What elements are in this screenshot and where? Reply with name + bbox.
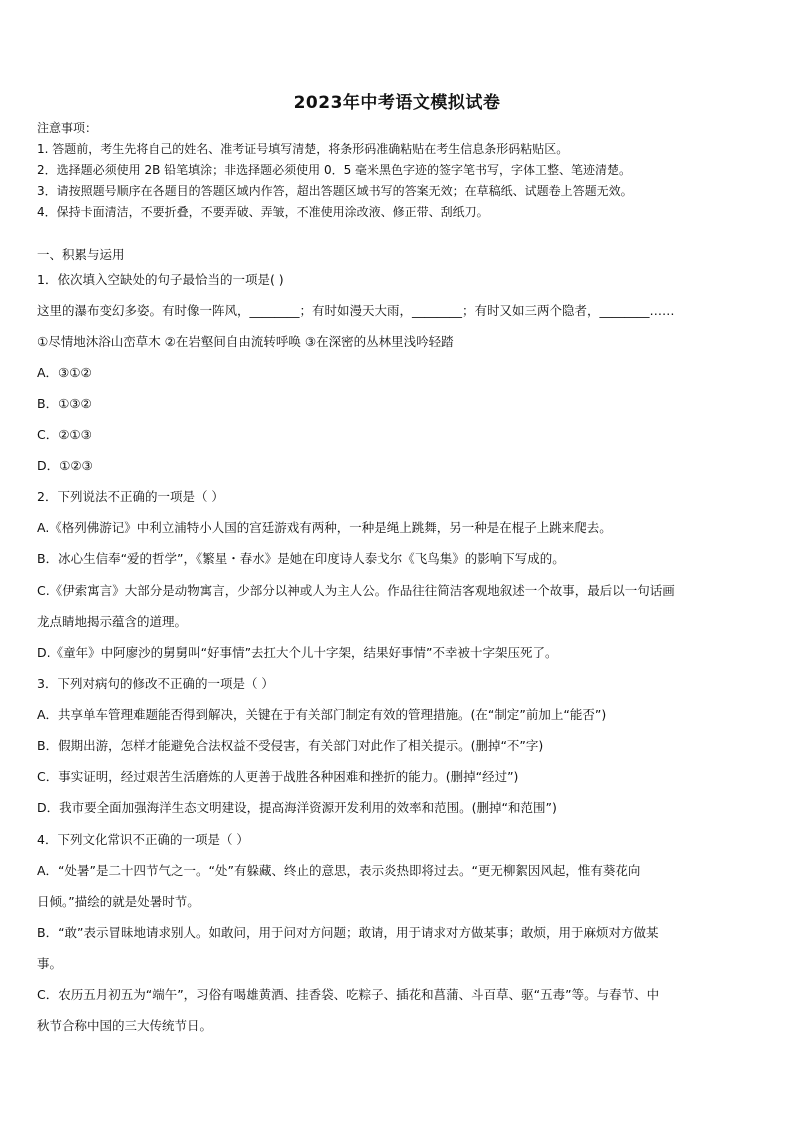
q1-choice-d: D．①②③ xyxy=(37,458,93,473)
q1-choice-a: A．③①② xyxy=(37,365,92,380)
q1-options: ①尽情地沐浴山峦草木 ②在岩壑间自由流转呼唤 ③在深密的丛林里浅吟轻踏 xyxy=(37,334,454,349)
section-heading: 一、积累与运用 xyxy=(37,247,125,262)
notice-item-1: 1. 答题前，考生先将自己的姓名、准考证号填写清楚，将条形码准确粘贴在考生信息条形码粘贴区。 xyxy=(37,142,569,156)
q2-choice-c-line2: 龙点睛地揭示蕴含的道理。 xyxy=(37,614,188,629)
notice-item-2: 2．选择题必须使用 2B 铅笔填涂；非选择题必须使用 0．5 毫米黑色字迹的签字笔书写，字体工整、笔迹清楚。 xyxy=(37,163,632,177)
q4-choice-b-line1: B．“敢”表示冒昧地请求别人。如敢问，用于问对方问题；敢请，用于请求对方做某事；敢烦，用于麻烦对方做某 xyxy=(37,925,659,940)
notice-heading: 注意事项： xyxy=(37,121,98,135)
q3-choice-a: A．共享单车管理难题能否得到解决，关键在于有关部门制定有效的管理措施。(在“制定”前加上“能否”) xyxy=(37,707,607,722)
q4-choice-a-line2: 日倾。”描绘的就是处暑时节。 xyxy=(37,894,200,909)
q2-choice-c-line1: C.《伊索寓言》大部分是动物寓言，少部分以神或人为主人公。作品往往简洁客观地叙述一个故事，最后以一句话画 xyxy=(37,583,675,598)
q1-stem: 1．依次填入空缺处的句子最恰当的一项是( ) xyxy=(37,272,284,287)
q4-choice-c-line2: 秋节合称中国的三大传统节日。 xyxy=(37,1018,213,1033)
page-title: 2023年中考语文模拟试卷 xyxy=(293,93,501,113)
q4-stem: 4．下列文化常识不正确的一项是（ ） xyxy=(37,832,249,847)
q1-text: 这里的瀑布变幻多姿。有时像一阵风，________；有时如漫天大雨，________；有时又如三两个隐者，________…… xyxy=(37,303,675,318)
q4-choice-c-line1: C．农历五月初五为“端午”，习俗有喝雄黄酒、挂香袋、吃粽子、插花和菖蒲、斗百草、驱“五毒”等。与春节、中 xyxy=(37,987,660,1002)
q2-stem: 2．下列说法不正确的一项是（ ） xyxy=(37,489,224,504)
q2-choice-b: B．冰心生信奉“爱的哲学”，《繁星・春水》是她在印度诗人泰戈尔《飞鸟集》的影响下写成的。 xyxy=(37,551,565,566)
q1-choice-c: C．②①③ xyxy=(37,427,92,442)
q4-choice-a-line1: A．“处暑”是二十四节气之一。“处”有躲藏、终止的意思，表示炎热即将过去。“更无柳絮因风起，惟有葵花向 xyxy=(37,863,641,878)
q2-choice-d: D.《童年》中阿廖沙的舅舅叫“好事情”去扛大个儿十字架，结果好事情”不幸被十字架压死了。 xyxy=(37,645,558,660)
q3-stem: 3．下列对病句的修改不正确的一项是（ ） xyxy=(37,676,274,691)
q3-choice-c: C．事实证明，经过艰苦生活磨炼的人更善于战胜各种困难和挫折的能力。(删掉“经过”) xyxy=(37,769,519,784)
notice-item-3: 3．请按照题号顺序在各题目的答题区域内作答，超出答题区域书写的答案无效；在草稿纸、试题卷上答题无效。 xyxy=(37,184,633,198)
notice-item-4: 4．保持卡面清洁，不要折叠，不要弄破、弄皱，不准使用涂改液、修正带、刮纸刀。 xyxy=(37,205,489,219)
q3-choice-b: B．假期出游，怎样才能避免合法权益不受侵害，有关部门对此作了相关提示。(删掉“不”字) xyxy=(37,738,544,753)
q2-choice-a: A.《格列佛游记》中利立浦特小人国的宫廷游戏有两种，一种是绳上跳舞，另一种是在棍子上跳来爬去。 xyxy=(37,520,612,535)
q1-choice-b: B．①③② xyxy=(37,396,92,411)
q4-choice-b-line2: 事。 xyxy=(37,956,63,971)
q3-choice-d: D．我市要全面加强海洋生态文明建设，提高海洋资源开发利用的效率和范围。(删掉“和范围”) xyxy=(37,800,557,815)
